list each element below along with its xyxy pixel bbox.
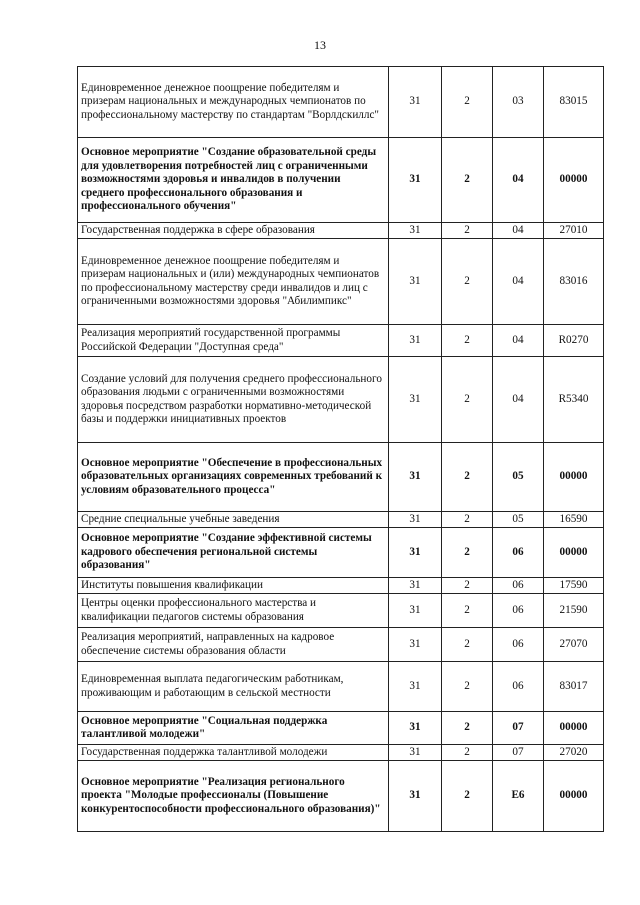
activity-code-cell: 04 xyxy=(493,325,544,357)
row-name-cell: Создание условий для получения среднего профессионального образования людьми с ограниченными возможностями здоровья посредством разработки нормативно-методической базы и поддержки инициативных проектов xyxy=(78,357,389,443)
expense-direction-code-cell: 16590 xyxy=(544,512,604,528)
row-name-cell: Средние специальные учебные заведения xyxy=(78,512,389,528)
subprogram-code-cell: 2 xyxy=(442,528,493,578)
program-code-cell: 31 xyxy=(389,325,442,357)
expense-direction-code-cell: R0270 xyxy=(544,325,604,357)
row-name-cell: Единовременное денежное поощрение победителям и призерам национальных и (или) международных чемпионатов по профессиональному мастерству среди инвалидов и лиц с ограниченными возможностями здоровья "Абилимпикс" xyxy=(78,239,389,325)
table-row-main-activity xyxy=(78,761,604,832)
subprogram-code-cell: 2 xyxy=(442,357,493,443)
program-code-cell: 31 xyxy=(389,761,442,832)
row-name-cell: Центры оценки профессионального мастерства и квалификации педагогов системы образования xyxy=(78,594,389,628)
subprogram-code-cell: 2 xyxy=(442,745,493,761)
row-name-cell: Реализация мероприятий государственной программы Российской Федерации "Доступная среда" xyxy=(78,325,389,357)
subprogram-code-cell: 2 xyxy=(442,594,493,628)
subprogram-code-cell: 2 xyxy=(442,628,493,662)
subprogram-code-cell: 2 xyxy=(442,761,493,832)
table-row-main-activity xyxy=(78,138,604,223)
table-row xyxy=(78,594,604,628)
table-row-main-activity xyxy=(78,443,604,512)
table-row xyxy=(78,239,604,325)
table-row-main-activity xyxy=(78,712,604,745)
table-row xyxy=(78,745,604,761)
expense-direction-code-cell: 27070 xyxy=(544,628,604,662)
activity-code-cell: 07 xyxy=(493,712,544,745)
expense-direction-code-cell: 83017 xyxy=(544,662,604,712)
row-name-cell: Основное мероприятие "Создание эффективной системы кадрового обеспечения региональной системы образования" xyxy=(78,528,389,578)
row-name-cell: Единовременное денежное поощрение победителям и призерам национальных и международных чемпионатов по профессиональному мастерству по стандартам "Ворлдскиллс" xyxy=(78,67,389,138)
table-row-main-activity xyxy=(78,528,604,578)
expense-direction-code-cell: 21590 xyxy=(544,594,604,628)
activity-code-cell: 06 xyxy=(493,628,544,662)
table-row xyxy=(78,628,604,662)
row-name-cell: Основное мероприятие "Обеспечение в профессиональных образовательных организациях современных требований к условиям образовательного процесса" xyxy=(78,443,389,512)
program-code-cell: 31 xyxy=(389,594,442,628)
program-code-cell: 31 xyxy=(389,528,442,578)
program-code-cell: 31 xyxy=(389,628,442,662)
subprogram-code-cell: 2 xyxy=(442,662,493,712)
subprogram-code-cell: 2 xyxy=(442,138,493,223)
expense-direction-code-cell: 00000 xyxy=(544,712,604,745)
table-row xyxy=(78,662,604,712)
row-name-cell: Институты повышения квалификации xyxy=(78,578,389,594)
program-code-cell: 31 xyxy=(389,745,442,761)
program-code-cell: 31 xyxy=(389,67,442,138)
row-name-cell: Реализация мероприятий, направленных на кадровое обеспечение системы образования области xyxy=(78,628,389,662)
subprogram-code-cell: 2 xyxy=(442,239,493,325)
table-row xyxy=(78,512,604,528)
page-number: 13 xyxy=(314,38,326,52)
row-name-cell: Основное мероприятие "Реализация регионального проекта "Молодые профессионалы (Повышение конкурентоспособности профессионального образования)" xyxy=(78,761,389,832)
subprogram-code-cell: 2 xyxy=(442,578,493,594)
program-code-cell: 31 xyxy=(389,512,442,528)
activity-code-cell: 04 xyxy=(493,239,544,325)
activity-code-cell: Е6 xyxy=(493,761,544,832)
row-name-cell: Основное мероприятие "Создание образовательной среды для удовлетворения потребностей лиц с ограниченными возможностями здоровья и инвалидов в получении среднего профессионального образования и профессионального обучения" xyxy=(78,138,389,223)
expense-direction-code-cell: 00000 xyxy=(544,528,604,578)
row-name-cell: Государственная поддержка в сфере образования xyxy=(78,223,389,239)
program-code-cell: 31 xyxy=(389,443,442,512)
subprogram-code-cell: 2 xyxy=(442,325,493,357)
subprogram-code-cell: 2 xyxy=(442,67,493,138)
table-row xyxy=(78,67,604,138)
expense-direction-code-cell: 83016 xyxy=(544,239,604,325)
expense-direction-code-cell: 83015 xyxy=(544,67,604,138)
expense-direction-code-cell: 00000 xyxy=(544,138,604,223)
activity-code-cell: 07 xyxy=(493,745,544,761)
expense-direction-code-cell: 27010 xyxy=(544,223,604,239)
row-name-cell: Основное мероприятие "Социальная поддержка талантливой молодежи" xyxy=(78,712,389,745)
row-name-cell: Единовременная выплата педагогическим работникам, проживающим и работающим в сельской местности xyxy=(78,662,389,712)
activity-code-cell: 06 xyxy=(493,662,544,712)
program-code-cell: 31 xyxy=(389,662,442,712)
budget-classification-table xyxy=(77,66,604,832)
expense-direction-code-cell: 17590 xyxy=(544,578,604,594)
activity-code-cell: 04 xyxy=(493,223,544,239)
table-row xyxy=(78,357,604,443)
activity-code-cell: 06 xyxy=(493,528,544,578)
subprogram-code-cell: 2 xyxy=(442,223,493,239)
activity-code-cell: 04 xyxy=(493,138,544,223)
activity-code-cell: 06 xyxy=(493,578,544,594)
activity-code-cell: 04 xyxy=(493,357,544,443)
activity-code-cell: 05 xyxy=(493,443,544,512)
program-code-cell: 31 xyxy=(389,357,442,443)
row-name-cell: Государственная поддержка талантливой молодежи xyxy=(78,745,389,761)
expense-direction-code-cell: 27020 xyxy=(544,745,604,761)
expense-direction-code-cell: R5340 xyxy=(544,357,604,443)
expense-direction-code-cell: 00000 xyxy=(544,443,604,512)
activity-code-cell: 03 xyxy=(493,67,544,138)
program-code-cell: 31 xyxy=(389,712,442,745)
program-code-cell: 31 xyxy=(389,239,442,325)
subprogram-code-cell: 2 xyxy=(442,512,493,528)
table-row xyxy=(78,578,604,594)
program-code-cell: 31 xyxy=(389,138,442,223)
table-row xyxy=(78,325,604,357)
table-row xyxy=(78,223,604,239)
activity-code-cell: 06 xyxy=(493,594,544,628)
expense-direction-code-cell: 00000 xyxy=(544,761,604,832)
subprogram-code-cell: 2 xyxy=(442,712,493,745)
program-code-cell: 31 xyxy=(389,578,442,594)
activity-code-cell: 05 xyxy=(493,512,544,528)
subprogram-code-cell: 2 xyxy=(442,443,493,512)
program-code-cell: 31 xyxy=(389,223,442,239)
